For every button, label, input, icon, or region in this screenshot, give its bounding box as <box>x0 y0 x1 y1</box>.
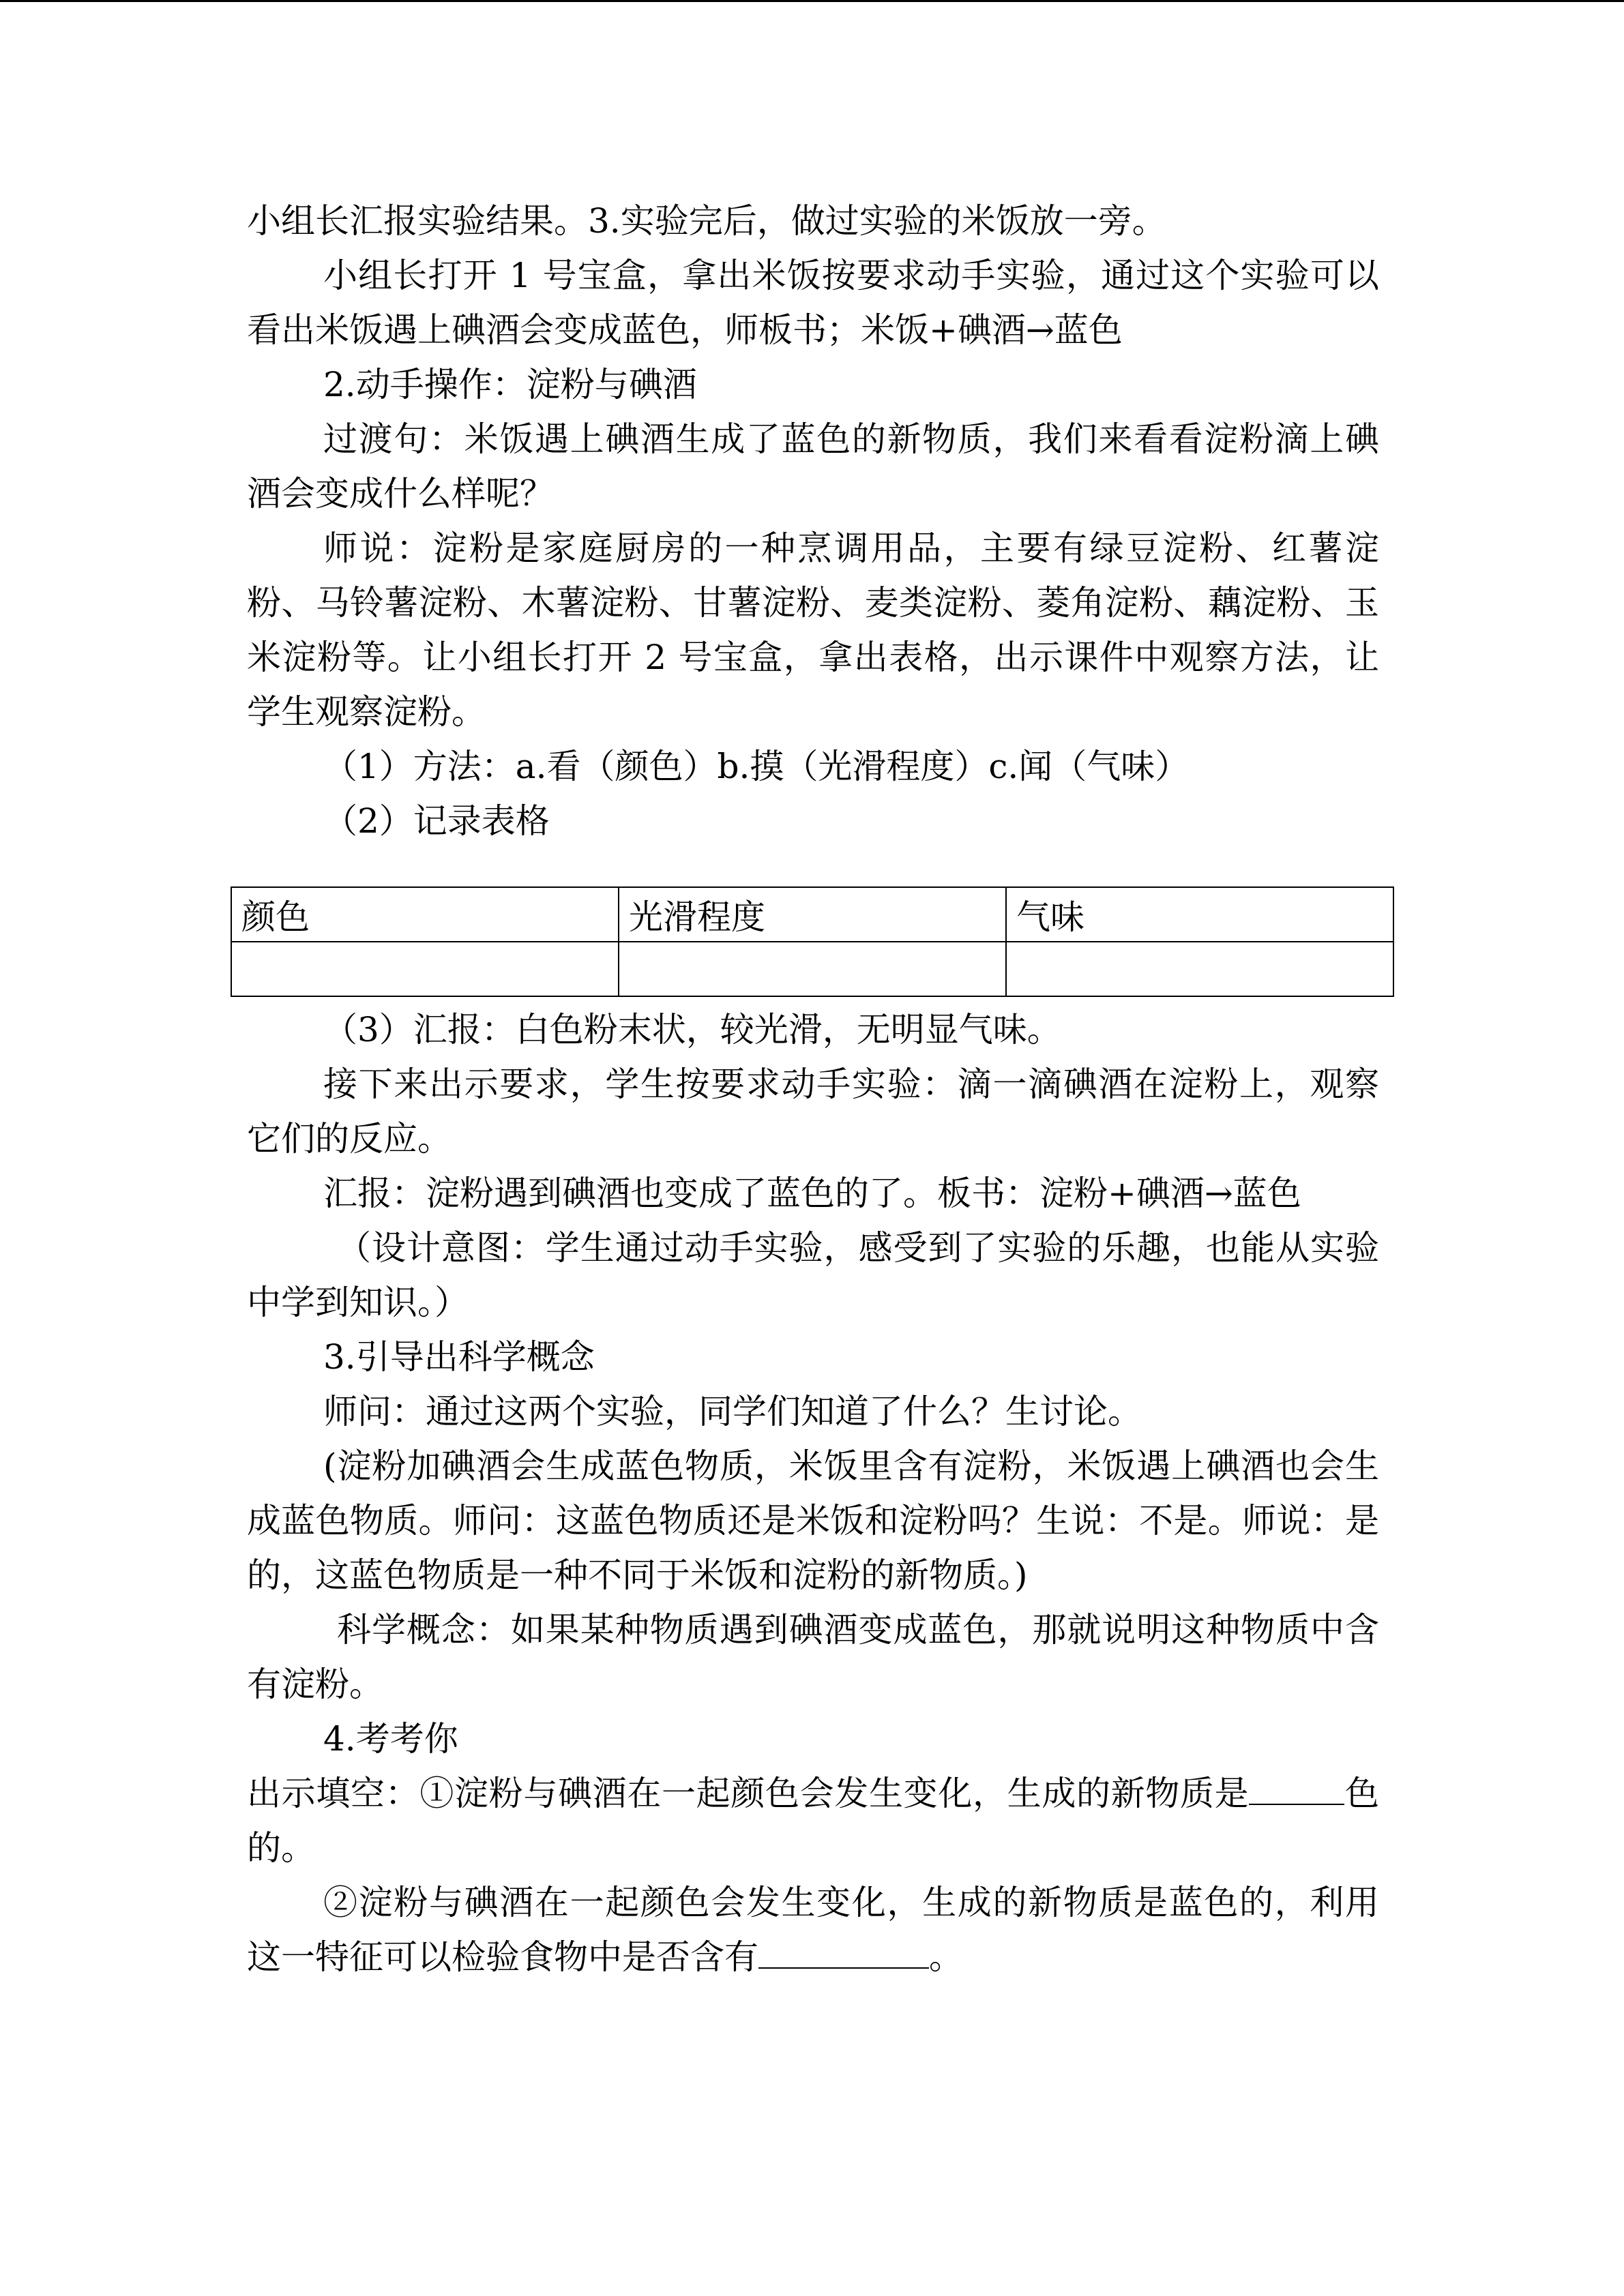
page-top-border <box>0 0 1624 2</box>
table-row <box>231 942 1393 996</box>
paragraph: （2）记录表格 <box>323 801 550 841</box>
paragraph: 过渡句：米饭遇上碘酒生成了蓝色的新物质，我们来看看淀粉滴上碘酒会变成什么样呢？ <box>247 419 1379 513</box>
section-heading: 2.动手操作：淀粉与碘酒 <box>323 365 697 404</box>
paragraph: 师问：通过这两个实验，同学们知道了什么？生讨论。 <box>323 1392 1142 1431</box>
record-table <box>231 886 1394 997</box>
fill-blank <box>758 1933 929 1969</box>
table-header-cell: 颜色 <box>231 887 619 942</box>
section-heading: 3.引导出科学概念 <box>323 1337 595 1377</box>
paragraph: 小组长打开 1 号宝盒，拿出米饭按要求动手实验，通过这个实验可以看出米饭遇上碘酒会变成蓝色，师板书；米饭+碘酒→蓝色 <box>247 256 1379 350</box>
paragraph: (淀粉加碘酒会生成蓝色物质，米饭里含有淀粉，米饭遇上碘酒也会生成蓝色物质。师问：这蓝色物质还是米饭和淀粉吗？生说：不是。师说：是的，这蓝色物质是一种不同于米饭和淀粉的新物质。) <box>247 1446 1379 1595</box>
section-heading: 4.考考你 <box>323 1719 458 1759</box>
paragraph: 汇报：淀粉遇到碘酒也变成了蓝色的了。板书：淀粉+碘酒→蓝色 <box>323 1174 1301 1213</box>
table-cell <box>619 942 1006 996</box>
quiz-text: ②淀粉与碘酒在一起颜色会发生变化，生成的新物质是蓝色的，利用这一特征可以检验食物中是否含有 <box>247 1883 1379 1977</box>
paragraph: （3）汇报：白色粉末状，较光滑，无明显气味。 <box>323 1010 1061 1049</box>
paragraph: 小组长汇报实验结果。3.实验完后，做过实验的米饭放一旁。 <box>247 201 1166 241</box>
quiz-question-2 <box>247 1875 1379 1984</box>
fill-blank <box>1249 1770 1344 1805</box>
table-header-cell: 光滑程度 <box>619 887 1006 942</box>
document-body-bottom <box>247 1002 1379 1984</box>
paragraph: 师说：淀粉是家庭厨房的一种烹调用品，主要有绿豆淀粉、红薯淀粉、马铃薯淀粉、木薯淀粉、甘薯淀粉、麦类淀粉、菱角淀粉、藕淀粉、玉米淀粉等。让小组长打开 2 号宝盒，拿出表格，出示课件中观察方法，让学生观察淀粉。 <box>247 528 1379 732</box>
paragraph: （1）方法：a.看（颜色）b.摸（光滑程度）c.闻（气味） <box>323 747 1190 786</box>
paragraph: （设计意图：学生通过动手实验，感受到了实验的乐趣，也能从实验中学到知识。） <box>247 1228 1379 1322</box>
table-header-cell: 气味 <box>1006 887 1393 942</box>
table-cell <box>1006 942 1393 996</box>
paragraph: 接下来出示要求，学生按要求动手实验：滴一滴碘酒在淀粉上，观察它们的反应。 <box>247 1064 1379 1159</box>
quiz-question-1 <box>247 1766 1379 1875</box>
table-cell <box>231 942 619 996</box>
quiz-text: 。 <box>929 1937 963 1977</box>
table-header-row <box>231 887 1393 942</box>
paragraph: 科学概念：如果某种物质遇到碘酒变成蓝色，那就说明这种物质中含有淀粉。 <box>247 1610 1379 1704</box>
document-body-top <box>247 194 1379 848</box>
quiz-text: 色的。 <box>247 1774 1380 1868</box>
quiz-text: 出示填空：①淀粉与碘酒在一起颜色会发生变化，生成的新物质是 <box>247 1774 1250 1813</box>
